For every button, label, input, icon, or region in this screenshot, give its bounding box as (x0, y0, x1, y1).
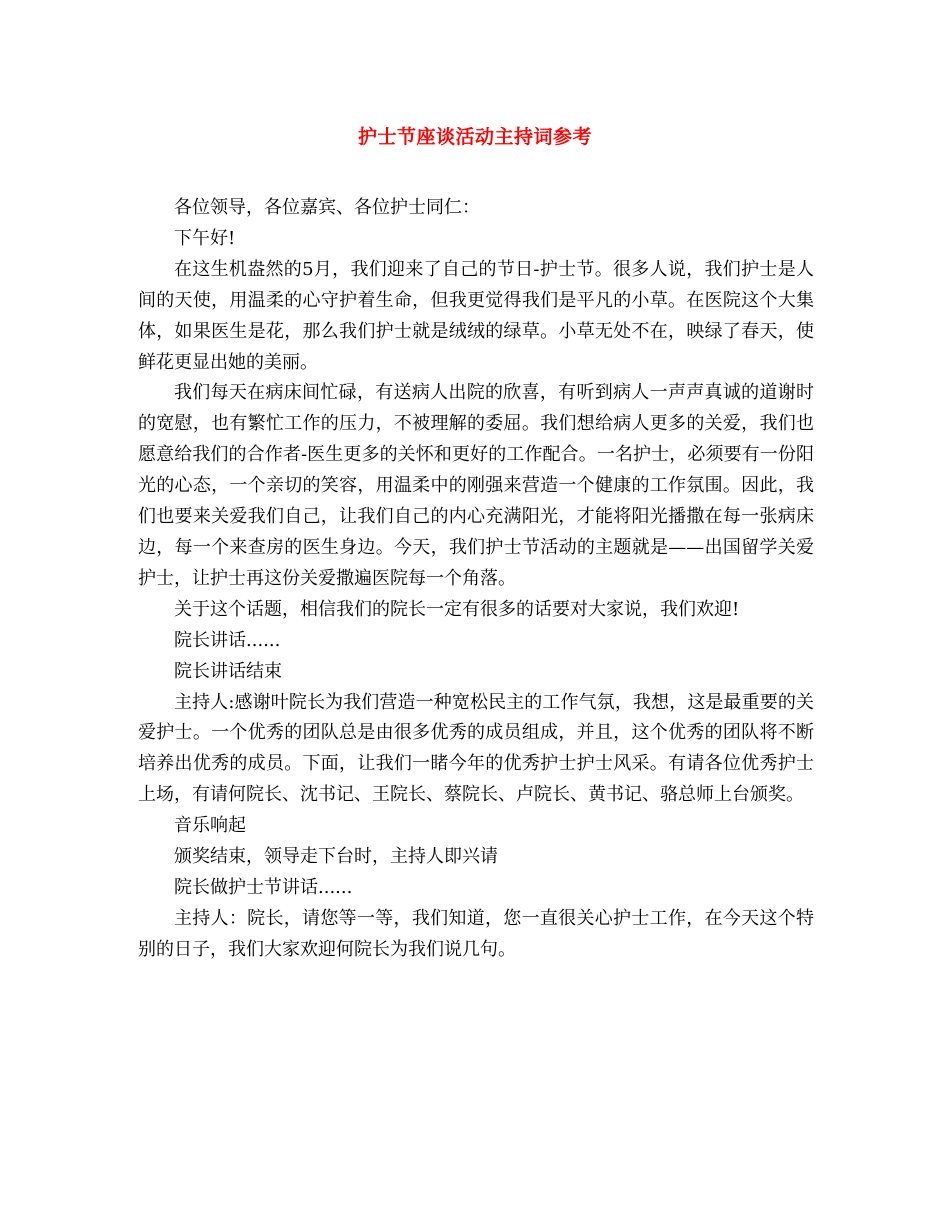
paragraph-dean-speech-end: 院长讲话结束 (174, 660, 282, 682)
paragraph-award-end: 颁奖结束，领导走下台时，主持人即兴请 (174, 846, 498, 868)
paragraph-greeting: 各位领导，各位嘉宾、各位护士同仁： (174, 197, 480, 218)
document-title: 护士节座谈活动主持词参考 (357, 126, 592, 148)
paragraph-dean-speech: 院长讲话...... (174, 629, 281, 651)
paragraph-nurses-day-intro: 在这生机盎然的5月，我们迎来了自己的节日-护士节。很多人说，我们护士是人间的天使，用温柔的心守护着生命，但我更觉得我们是平凡的小草。在医院这个大集体，如果医生是花，那么我们护士就是绒绒的绿草。小草无处不在，映绿了春天，使鲜花更显出她的美丽。 (138, 258, 814, 373)
paragraph-welcome-dean: 关于这个话题，相信我们的院长一定有很多的话要对大家说，我们欢迎! (174, 598, 740, 620)
document-body (138, 193, 814, 966)
paragraph-host-request: 主持人：院长，请您等一等，我们知道，您一直很关心护士工作，在今天这个特别的日子，我们大家欢迎何院长为我们说几句。 (138, 907, 814, 960)
paragraph-daily-work: 我们每天在病床间忙碌，有送病人出院的欣喜，有听到病人一声声真诚的道谢时的宽慰，也有繁忙工作的压力，不被理解的委屈。我们想给病人更多的关爱，我们也愿意给我们的合作者-医生更多的关怀和更好的工作配合。一名护士，必须要有一份阳光的心态，一个亲切的笑容，用温柔中的刚强来营造一个健康的工作氛围。因此，我们也要来关爱我们自己，让我们自己的内心充满阳光，才能将阳光播撒在每一张病床边，每一个来查房的医生身边。今天，我们护士节活动的主题就是——出国留学关爱护士，让护士再这份关爱撒遍医院每一个角落。 (138, 382, 814, 589)
paragraph-music: 音乐响起 (174, 815, 246, 837)
paragraph-dean-nurses-speech: 院长做护士节讲话...... (174, 876, 353, 898)
paragraph-good-afternoon: 下午好! (174, 227, 236, 249)
paragraph-host-thanks: 主持人:感谢叶院长为我们营造一种宽松民主的工作气氛，我想，这是最重要的关爱护士。一个优秀的团队总是由很多优秀的成员组成，并且，这个优秀的团队将不断培养出优秀的成员。下面，让我们一睹今年的优秀护士护士风采。有请各位优秀护士上场，有请何院长、沈书记、王院长、蔡院长、卢院长、黄书记、骆总师上台颁奖。 (138, 691, 814, 806)
